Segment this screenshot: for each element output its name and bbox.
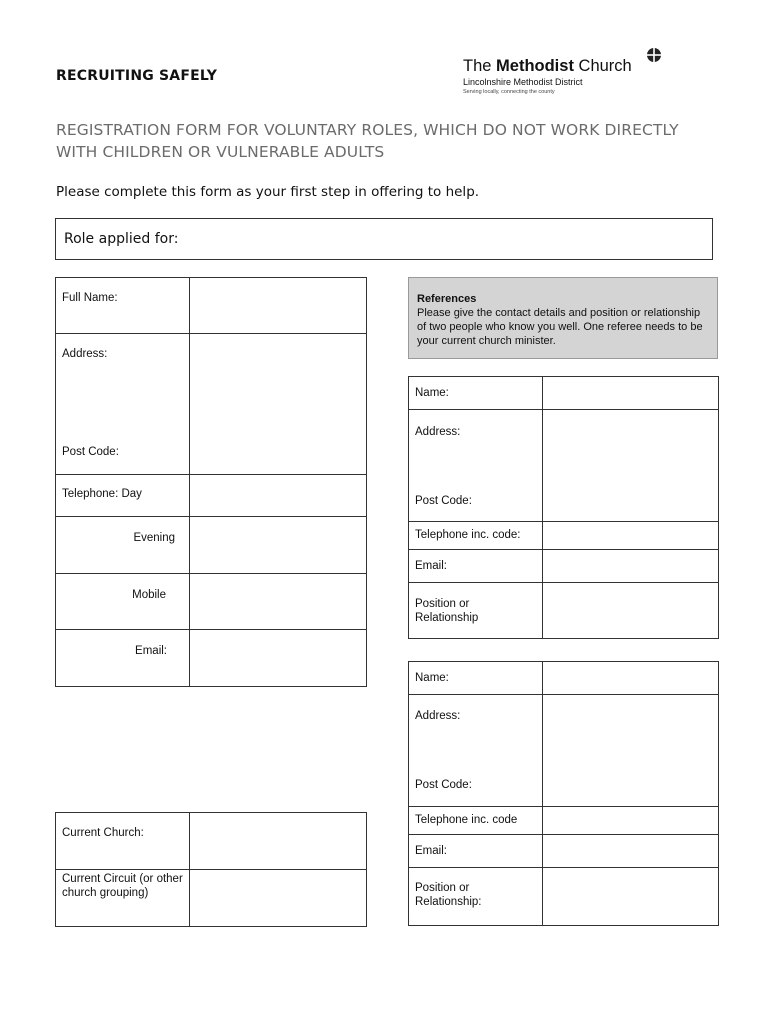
church-table [55,812,367,927]
email-label-cell [56,630,190,687]
ref2-email-label: Email: [415,845,447,857]
address-label-cell [56,334,190,475]
full-name-label: Full Name: [62,292,118,304]
evening-input[interactable] [190,517,367,574]
ref2-position-label-cell [409,868,543,926]
ref2-position-label: Position or Relationship: [415,882,482,908]
logo-title: The Methodist Church [463,57,632,75]
ref2-name-input[interactable] [543,662,719,695]
mobile-label-cell [56,574,190,630]
methodist-logo [463,47,673,102]
ref1-name-label-cell [409,377,543,410]
ref2-address-label: Address: [415,710,461,722]
ref2-email-input[interactable] [543,835,719,868]
ref1-name-input[interactable] [543,377,719,410]
referee-2-table [408,661,719,926]
telephone-day-label: Telephone: Day [62,488,142,500]
ref1-name-label: Name: [415,387,449,399]
ref2-post-code-label: Post Code: [415,779,472,791]
ref2-address-input[interactable] [543,695,719,807]
ref1-telephone-input[interactable] [543,522,719,550]
telephone-day-label-cell [56,475,190,517]
address-label: Address: [62,348,108,360]
email-input[interactable] [190,630,367,687]
ref2-position-input[interactable] [543,868,719,926]
references-text: Please give the contact details and position or relationship of two people who know you well. One referee needs to be your current church minister. [417,307,703,347]
ref1-email-input[interactable] [543,550,719,583]
references-title: References [417,293,477,305]
referee-1-table [408,376,719,639]
ref1-position-input[interactable] [543,583,719,639]
role-applied-field[interactable] [55,218,713,260]
ref2-email-label-cell [409,835,543,868]
ref2-telephone-input[interactable] [543,807,719,835]
intro-text: Please complete this form as your first step in offering to help. [56,184,480,200]
current-circuit-label-cell [56,870,190,927]
current-church-input[interactable] [190,813,367,870]
mobile-input[interactable] [190,574,367,630]
logo-subtitle: Lincolnshire Methodist District [463,77,583,87]
email-label: Email: [135,645,167,657]
form-subtitle: REGISTRATION FORM FOR VOLUNTARY ROLES, WHICH DO NOT WORK DIRECTLY WITH CHILDREN OR VULNERABLE ADULTS [56,121,679,161]
address-input[interactable] [190,334,367,475]
ref2-telephone-label: Telephone inc. code [415,814,518,826]
ref1-address-input[interactable] [543,410,719,522]
telephone-day-input[interactable] [190,475,367,517]
ref1-email-label: Email: [415,560,447,572]
ref2-telephone-label-cell [409,807,543,835]
full-name-label-cell [56,278,190,334]
current-circuit-input[interactable] [190,870,367,927]
ref1-address-label-cell [409,410,543,522]
evening-label: Evening [133,532,175,544]
ref1-address-label: Address: [415,426,461,438]
logo-tagline: Serving locally, connecting the county [463,89,555,95]
ref2-address-label-cell [409,695,543,807]
page-heading: RECRUITING SAFELY [56,68,218,84]
orb-cross-icon [646,47,662,63]
mobile-label: Mobile [132,589,166,601]
personal-details-table [55,277,367,687]
ref1-telephone-label-cell [409,522,543,550]
evening-label-cell [56,517,190,574]
current-circuit-label: Current Circuit (or other church grouping) [62,873,183,899]
references-info-box [408,277,718,359]
role-applied-label: Role applied for: [64,231,179,247]
ref1-position-label-cell [409,583,543,639]
ref1-telephone-label: Telephone inc. code: [415,529,521,541]
ref2-name-label-cell [409,662,543,695]
current-church-label-cell [56,813,190,870]
ref1-position-label: Position or Relationship [415,598,479,624]
ref1-post-code-label: Post Code: [415,495,472,507]
full-name-input[interactable] [190,278,367,334]
ref2-name-label: Name: [415,672,449,684]
current-church-label: Current Church: [62,827,144,839]
post-code-label: Post Code: [62,446,119,458]
ref1-email-label-cell [409,550,543,583]
